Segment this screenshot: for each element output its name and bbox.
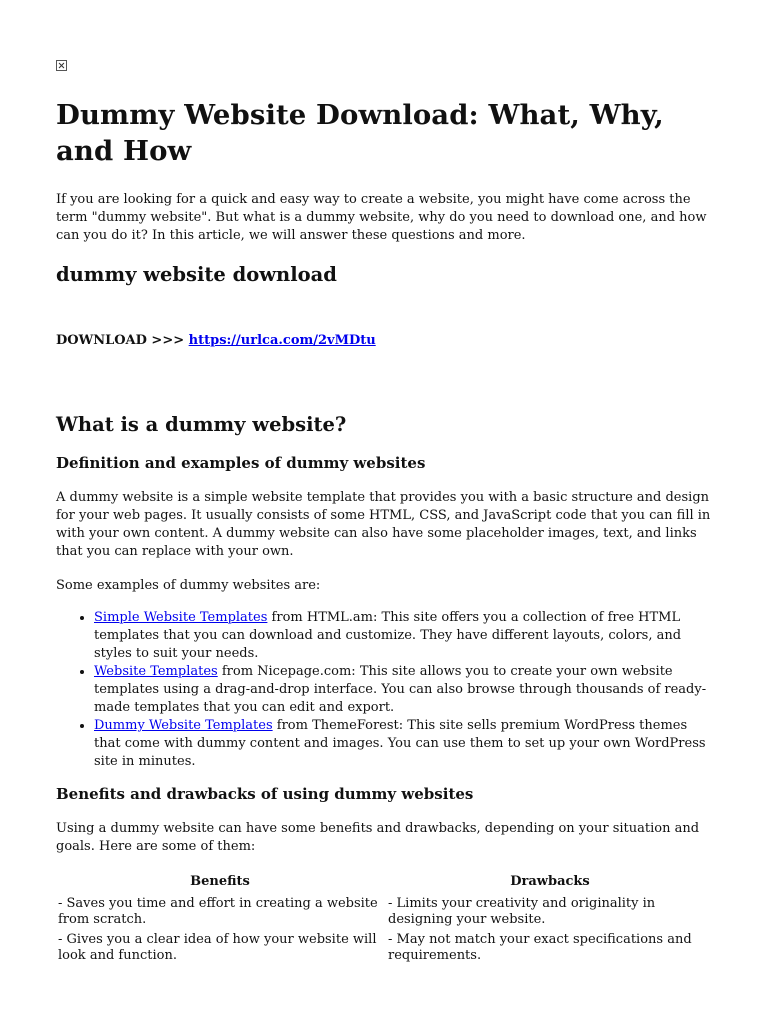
list-item-text: from ThemeForest: This site sells premium WordPress themes that come with dummy content and images. You can use them to set up your own WordPress site in minutes. <box>94 718 706 769</box>
definition-paragraph: A dummy website is a simple website template that provides you with a basic structure and design for your web pages. It usually consists of some HTML, CSS, and JavaScript code that you can fill in with your own content. A dummy website can also have some placeholder images, text, and links that you can replace with your own. <box>56 490 711 559</box>
broken-image-icon <box>56 60 67 71</box>
column-header-benefits: Benefits <box>190 874 250 889</box>
benefits-intro: Using a dummy website can have some benefits and drawbacks, depending on your situation and goals. Here are some of them: <box>56 821 700 854</box>
download-line <box>56 332 716 350</box>
examples-list <box>56 609 716 771</box>
example-link-website-templates[interactable]: Website Templates <box>94 664 218 679</box>
list-item <box>94 609 716 663</box>
table-cell: - Limits your creativity and originality in designing your website. <box>388 896 656 927</box>
table-header-row <box>56 873 714 893</box>
subheading-definition: Definition and examples of dummy websites <box>56 454 426 472</box>
list-item <box>94 663 716 717</box>
article <box>56 56 716 967</box>
download-label: DOWNLOAD >>> <box>56 333 189 348</box>
benefits-drawbacks-table <box>54 871 716 967</box>
table-cell: - May not match your exact specifications and requirements. <box>388 932 692 963</box>
example-link-dummy-templates[interactable]: Dummy Website Templates <box>94 718 273 733</box>
examples-intro: Some examples of dummy websites are: <box>56 578 321 593</box>
download-link[interactable]: https://urlca.com/2vMDtu <box>188 333 376 348</box>
list-item-text: from Nicepage.com: This site allows you to create your own website templates using a drag-and-drop interface. You can also browse through thousands of ready-made templates that you can edit and export. <box>94 664 707 715</box>
list-item-text: from HTML.am: This site offers you a collection of free HTML templates that you can download and customize. They have different layouts, colors, and styles to suit your needs. <box>94 610 682 661</box>
page-title: Dummy Website Download: What, Why, and How <box>56 99 664 167</box>
example-link-simple-templates[interactable]: Simple Website Templates <box>94 610 268 625</box>
list-item <box>94 717 716 771</box>
subheading-benefits-drawbacks: Benefits and drawbacks of using dummy websites <box>56 785 474 803</box>
table-cell: - Gives you a clear idea of how your website will look and function. <box>58 932 377 963</box>
intro-paragraph: If you are looking for a quick and easy way to create a website, you might have come across the term "dummy website". But what is a dummy website, why do you need to download one, and how can you do it? In this article, we will answer these questions and more. <box>56 192 707 243</box>
section-heading-what-is: What is a dummy website? <box>56 413 347 436</box>
column-header-drawbacks: Drawbacks <box>510 874 590 889</box>
table-row <box>56 895 714 929</box>
keyword-heading: dummy website download <box>56 263 337 286</box>
table-cell: - Saves you time and effort in creating a website from scratch. <box>58 896 378 927</box>
table-row <box>56 931 714 965</box>
